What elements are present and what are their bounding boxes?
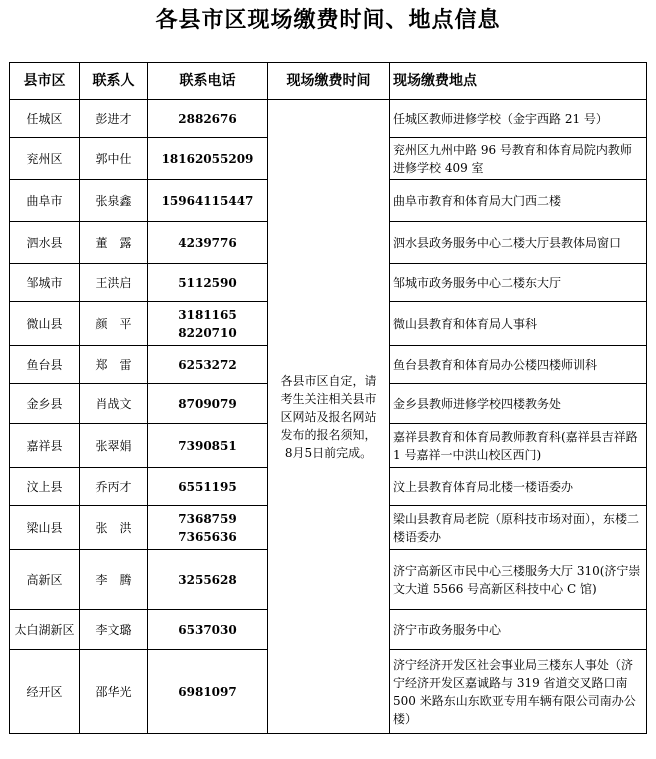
address-cell: 嘉祥县教育和体育局教师教育科(嘉祥县吉祥路 1 号嘉祥一中洪山校区西门) bbox=[390, 424, 647, 468]
contact-cell: 乔丙才 bbox=[80, 468, 148, 506]
phone-number: 8220710 bbox=[178, 325, 237, 340]
phone-cell bbox=[148, 550, 268, 610]
phone-cell bbox=[148, 100, 268, 138]
table-row bbox=[10, 100, 647, 138]
phone-number: 8709079 bbox=[178, 396, 237, 411]
contact-cell: 邵华光 bbox=[80, 650, 148, 734]
area-cell: 鱼台县 bbox=[10, 346, 80, 384]
contact-cell: 颜 平 bbox=[80, 302, 148, 346]
header-contact: 联系人 bbox=[80, 63, 148, 100]
header-time: 现场缴费时间 bbox=[268, 63, 390, 100]
area-cell: 汶上县 bbox=[10, 468, 80, 506]
phone-number: 6253272 bbox=[178, 357, 237, 372]
address-cell: 梁山县教育局老院（原科技市场对面），东楼二楼语委办 bbox=[390, 506, 647, 550]
contact-cell: 李 腾 bbox=[80, 550, 148, 610]
contact-cell: 李文璐 bbox=[80, 610, 148, 650]
contact-cell: 郭中仕 bbox=[80, 138, 148, 180]
area-cell: 金乡县 bbox=[10, 384, 80, 424]
contact-cell: 张泉鑫 bbox=[80, 180, 148, 222]
phone-number: 6981097 bbox=[178, 684, 237, 699]
address-cell: 济宁市政务服务中心 bbox=[390, 610, 647, 650]
page-title: 各县市区现场缴费时间、地点信息 bbox=[155, 8, 501, 33]
area-cell: 泗水县 bbox=[10, 222, 80, 264]
area-cell: 曲阜市 bbox=[10, 180, 80, 222]
address-cell: 汶上县教育体育局北楼一楼语委办 bbox=[390, 468, 647, 506]
address-cell: 泗水县政务服务中心二楼大厅县教体局窗口 bbox=[390, 222, 647, 264]
phone-number: 6551195 bbox=[178, 479, 237, 494]
phone-number: 6537030 bbox=[178, 622, 237, 637]
contact-cell: 董 露 bbox=[80, 222, 148, 264]
area-cell: 经开区 bbox=[10, 650, 80, 734]
phone-cell bbox=[148, 302, 268, 346]
address-cell: 兖州区九州中路 96 号教育和体育局院内教师进修学校 409 室 bbox=[390, 138, 647, 180]
area-cell: 太白湖新区 bbox=[10, 610, 80, 650]
phone-cell bbox=[148, 264, 268, 302]
address-cell: 济宁高新区市民中心三楼服务大厅 310(济宁崇文大道 5566 号高新区科技中心 C 馆) bbox=[390, 550, 647, 610]
contact-cell: 肖战文 bbox=[80, 384, 148, 424]
phone-cell bbox=[148, 424, 268, 468]
phone-number: 5112590 bbox=[178, 275, 237, 290]
phone-cell bbox=[148, 610, 268, 650]
phone-number: 15964115447 bbox=[161, 193, 254, 208]
phone-cell bbox=[148, 180, 268, 222]
area-cell: 邹城市 bbox=[10, 264, 80, 302]
header-phone: 联系电话 bbox=[148, 63, 268, 100]
address-cell: 任城区教师进修学校（金宇西路 21 号） bbox=[390, 100, 647, 138]
area-cell: 高新区 bbox=[10, 550, 80, 610]
payment-time-cell: 各县市区自定，请考生关注相关县市区网站及报名网站发布的报名须知， 8月5日前完成。 bbox=[268, 100, 390, 734]
contact-cell: 张翠娟 bbox=[80, 424, 148, 468]
phone-number: 4239776 bbox=[178, 235, 237, 250]
address-cell: 曲阜市教育和体育局大门西二楼 bbox=[390, 180, 647, 222]
address-cell: 微山县教育和体育局人事科 bbox=[390, 302, 647, 346]
address-cell: 金乡县教师进修学校四楼教务处 bbox=[390, 384, 647, 424]
phone-cell bbox=[148, 468, 268, 506]
phone-number: 7368759 bbox=[178, 511, 237, 526]
phone-number: 7390851 bbox=[178, 438, 237, 453]
phone-number: 18162055209 bbox=[161, 151, 254, 166]
phone-number: 3255628 bbox=[178, 572, 237, 587]
area-cell: 微山县 bbox=[10, 302, 80, 346]
phone-cell bbox=[148, 650, 268, 734]
area-cell: 嘉祥县 bbox=[10, 424, 80, 468]
area-cell: 梁山县 bbox=[10, 506, 80, 550]
phone-cell bbox=[148, 384, 268, 424]
area-cell: 任城区 bbox=[10, 100, 80, 138]
header-address: 现场缴费地点 bbox=[390, 63, 647, 100]
contact-cell: 彭进才 bbox=[80, 100, 148, 138]
address-cell: 鱼台县教育和体育局办公楼四楼师训科 bbox=[390, 346, 647, 384]
phone-number: 3181165 bbox=[178, 307, 237, 322]
table-header-row bbox=[10, 63, 647, 100]
phone-cell bbox=[148, 506, 268, 550]
address-cell: 济宁经济开发区社会事业局三楼东人事处（济宁经济开发区嘉诚路与 319 省道交叉路口南 500 米路东山东欧亚专用车辆有限公司南办公楼） bbox=[390, 650, 647, 734]
phone-number: 2882676 bbox=[178, 111, 237, 126]
contact-cell: 张 洪 bbox=[80, 506, 148, 550]
contact-cell: 郑 雷 bbox=[80, 346, 148, 384]
phone-number: 7365636 bbox=[178, 529, 237, 544]
area-cell: 兖州区 bbox=[10, 138, 80, 180]
phone-cell bbox=[148, 346, 268, 384]
fee-info-table bbox=[9, 62, 647, 734]
phone-cell bbox=[148, 138, 268, 180]
contact-cell: 王洪启 bbox=[80, 264, 148, 302]
address-cell: 邹城市政务服务中心二楼东大厅 bbox=[390, 264, 647, 302]
phone-cell bbox=[148, 222, 268, 264]
header-area: 县市区 bbox=[10, 63, 80, 100]
